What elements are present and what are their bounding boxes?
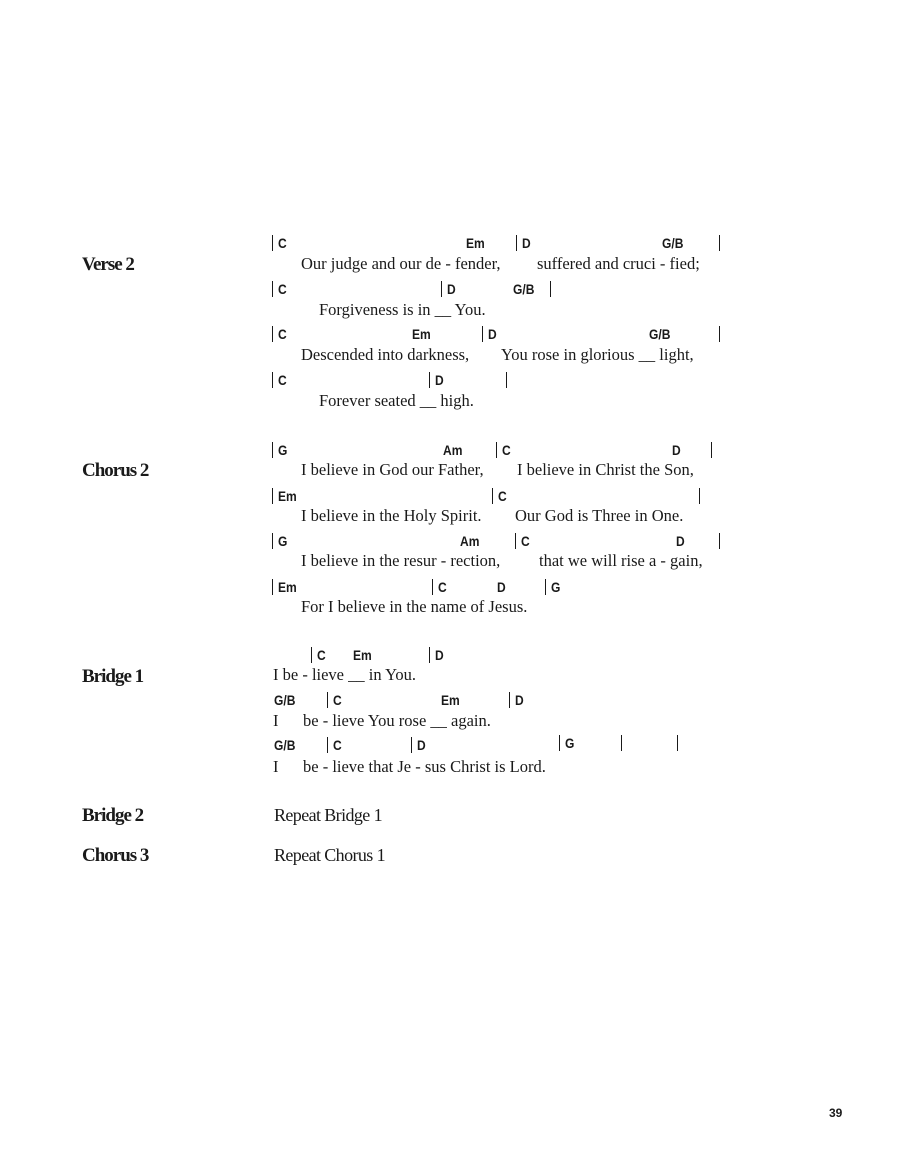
- chord: Em: [441, 692, 460, 708]
- bar-line: [719, 326, 720, 342]
- bar-line: [516, 235, 517, 251]
- bar-line: [506, 372, 507, 388]
- bar-line: [272, 488, 273, 504]
- chord: Em: [412, 326, 431, 342]
- chord: D: [435, 647, 444, 663]
- chord: D: [497, 579, 506, 595]
- repeat-instruction: Repeat Bridge 1: [274, 805, 382, 825]
- lyric-line: You rose in glorious __ light,: [501, 345, 694, 364]
- bar-line: [719, 235, 720, 251]
- lyric-line: that we will rise a - gain,: [539, 551, 703, 570]
- chord: C: [438, 579, 447, 595]
- bar-line: [699, 488, 700, 504]
- chord: Em: [278, 488, 297, 504]
- chord: D: [672, 442, 681, 458]
- chord: D: [522, 235, 531, 251]
- chord: C: [278, 281, 287, 297]
- lyric-line: I: [273, 711, 279, 730]
- lyric-line: be - lieve You rose __ again.: [303, 711, 491, 730]
- chord: G/B: [274, 737, 296, 753]
- bar-line: [272, 372, 273, 388]
- chord: G/B: [662, 235, 684, 251]
- chord: G: [278, 442, 288, 458]
- chord: C: [278, 372, 287, 388]
- chord: D: [435, 372, 444, 388]
- chord: C: [333, 692, 342, 708]
- bar-line: [482, 326, 483, 342]
- lyric-line: Our judge and our de - fender,: [301, 254, 501, 273]
- bar-line: [272, 579, 273, 595]
- chord: C: [498, 488, 507, 504]
- lyric-line: For I believe in the name of Jesus.: [301, 597, 528, 616]
- lyric-line: Descended into darkness,: [301, 345, 470, 364]
- chord: C: [521, 533, 530, 549]
- page-number: 39: [829, 1106, 843, 1120]
- lyric-line: I believe in the Holy Spirit.: [301, 506, 482, 525]
- bar-line: [327, 737, 328, 753]
- chord: G: [551, 579, 561, 595]
- lyric-line: I believe in Christ the Son,: [517, 460, 694, 479]
- bar-line: [429, 372, 430, 388]
- section-label-verse-2: Verse 2: [82, 254, 134, 275]
- bar-line: [432, 579, 433, 595]
- bar-line: [272, 326, 273, 342]
- bar-line: [545, 579, 546, 595]
- lyric-line: Forgiveness is in __ You.: [319, 300, 486, 319]
- bar-line: [559, 735, 560, 751]
- lyric-line: I believe in the resur - rection,: [301, 551, 501, 570]
- chord: C: [278, 235, 287, 251]
- bar-line: [621, 735, 622, 751]
- chord: G/B: [649, 326, 671, 342]
- section-label-chorus-2: Chorus 2: [82, 460, 149, 481]
- chord: D: [515, 692, 524, 708]
- lyric-line: I: [273, 757, 279, 776]
- bar-line: [719, 533, 720, 549]
- section-label-bridge-1: Bridge 1: [82, 666, 144, 687]
- lyric-line: Forever seated __ high.: [319, 391, 474, 410]
- chord: Am: [460, 533, 480, 549]
- chord: D: [488, 326, 497, 342]
- chord: C: [502, 442, 511, 458]
- bar-line: [272, 533, 273, 549]
- bar-line: [272, 442, 273, 458]
- bar-line: [515, 533, 516, 549]
- chord: C: [333, 737, 342, 753]
- chord: D: [417, 737, 426, 753]
- chord: D: [676, 533, 685, 549]
- bar-line: [272, 235, 273, 251]
- bar-line: [327, 692, 328, 708]
- bar-line: [411, 737, 412, 753]
- bar-line: [509, 692, 510, 708]
- chord: G/B: [513, 281, 535, 297]
- chord: G/B: [274, 692, 296, 708]
- lyric-line: I be - lieve __ in You.: [273, 665, 416, 684]
- section-label-bridge-2: Bridge 2: [82, 805, 144, 826]
- chord: Am: [443, 442, 463, 458]
- chord: Em: [466, 235, 485, 251]
- chord: D: [447, 281, 456, 297]
- lyric-line: suffered and cruci - fied;: [537, 254, 700, 273]
- chord: Em: [278, 579, 297, 595]
- chord: C: [317, 647, 326, 663]
- bar-line: [496, 442, 497, 458]
- bar-line: [711, 442, 712, 458]
- chord: Em: [353, 647, 372, 663]
- chord: G: [278, 533, 288, 549]
- lyric-line: I believe in God our Father,: [301, 460, 484, 479]
- repeat-instruction: Repeat Chorus 1: [274, 845, 385, 865]
- section-label-chorus-3: Chorus 3: [82, 845, 149, 866]
- bar-line: [272, 281, 273, 297]
- chord: G: [565, 735, 575, 751]
- lyric-line: Our God is Three in One.: [515, 506, 684, 525]
- bar-line: [311, 647, 312, 663]
- lyric-line: be - lieve that Je - sus Christ is Lord.: [303, 757, 546, 776]
- bar-line: [492, 488, 493, 504]
- bar-line: [441, 281, 442, 297]
- bar-line: [429, 647, 430, 663]
- bar-line: [550, 281, 551, 297]
- bar-line: [677, 735, 678, 751]
- chord: C: [278, 326, 287, 342]
